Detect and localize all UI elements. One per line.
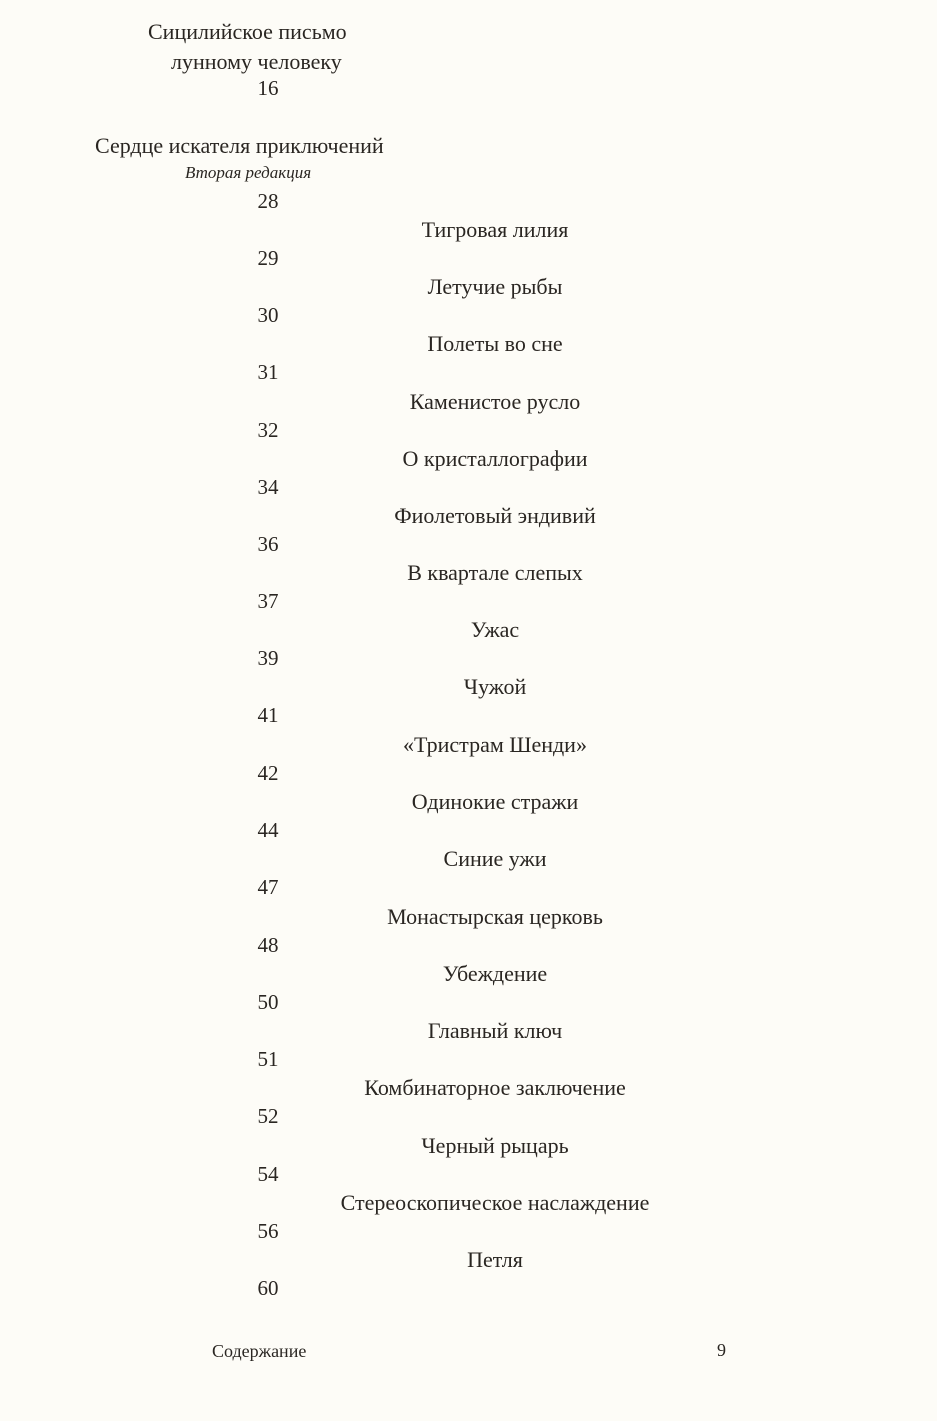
toc-entry-page: 47: [257, 875, 279, 899]
toc-entry-page: 29: [257, 246, 279, 270]
section-page-number: 28: [257, 189, 279, 213]
section-title-line1: Сицилийское письмо: [148, 19, 347, 44]
section-subtitle: Вторая редакция: [185, 163, 312, 182]
toc-entry-title: Тигровая лилия: [421, 217, 569, 242]
toc-entry-title: Ужас: [470, 617, 520, 642]
section-title-line2: лунному человеку: [171, 49, 342, 74]
toc-entry-title: Фиолетовый эндивий: [394, 503, 596, 528]
toc-entry-page: 54: [257, 1162, 279, 1186]
toc-entry-title: Летучие рыбы: [427, 274, 563, 299]
toc-entry-title: Синие ужи: [443, 846, 547, 871]
toc-entry-title: В квартале слепых: [407, 560, 583, 585]
toc-entry-page: 37: [257, 589, 279, 613]
toc-entry-page: 41: [257, 703, 279, 727]
section-page-number: 16: [257, 76, 279, 100]
toc-entry-title: «Тристрам Шенди»: [403, 732, 587, 757]
toc-entry-title: Черный рыцарь: [421, 1133, 569, 1158]
footer-label: Содержание: [212, 1341, 307, 1361]
toc-entry-page: 32: [257, 418, 279, 442]
toc-entry-page: 30: [257, 303, 279, 327]
toc-entry-page: 48: [257, 933, 279, 957]
toc-entry-page: 39: [257, 646, 279, 670]
toc-entry-title: Главный ключ: [427, 1018, 563, 1043]
toc-entry-page: 31: [257, 360, 279, 384]
toc-entry-title: О кристаллографии: [402, 446, 588, 471]
toc-entry-title: Стереоскопическое наслаждение: [340, 1190, 650, 1215]
section-title: Сердце искателя приключений: [95, 133, 384, 158]
toc-entry-page: 42: [257, 761, 279, 785]
toc-entry-title: Монастырская церковь: [387, 904, 603, 929]
toc-entry-page: 36: [257, 532, 279, 556]
toc-entry-title: Комбинаторное заключение: [364, 1075, 626, 1100]
toc-entry-page: 34: [257, 475, 279, 499]
toc-entry-page: 56: [257, 1219, 279, 1243]
toc-entry-title: Полеты во сне: [427, 331, 563, 356]
toc-entry-page: 51: [257, 1047, 279, 1071]
toc-entry-page: 50: [257, 990, 279, 1014]
toc-entry-page: 60: [257, 1276, 279, 1300]
toc-entry-title: Чужой: [463, 674, 527, 699]
toc-entry-page: 52: [257, 1104, 279, 1128]
toc-entry-page: 44: [257, 818, 279, 842]
toc-entry-title: Петля: [467, 1247, 523, 1272]
footer-page-number: 9: [717, 1340, 726, 1360]
toc-entry-title: Убеждение: [442, 961, 548, 986]
toc-entry-title: Одинокие стражи: [411, 789, 579, 814]
toc-entry-title: Каменистое русло: [409, 389, 581, 414]
